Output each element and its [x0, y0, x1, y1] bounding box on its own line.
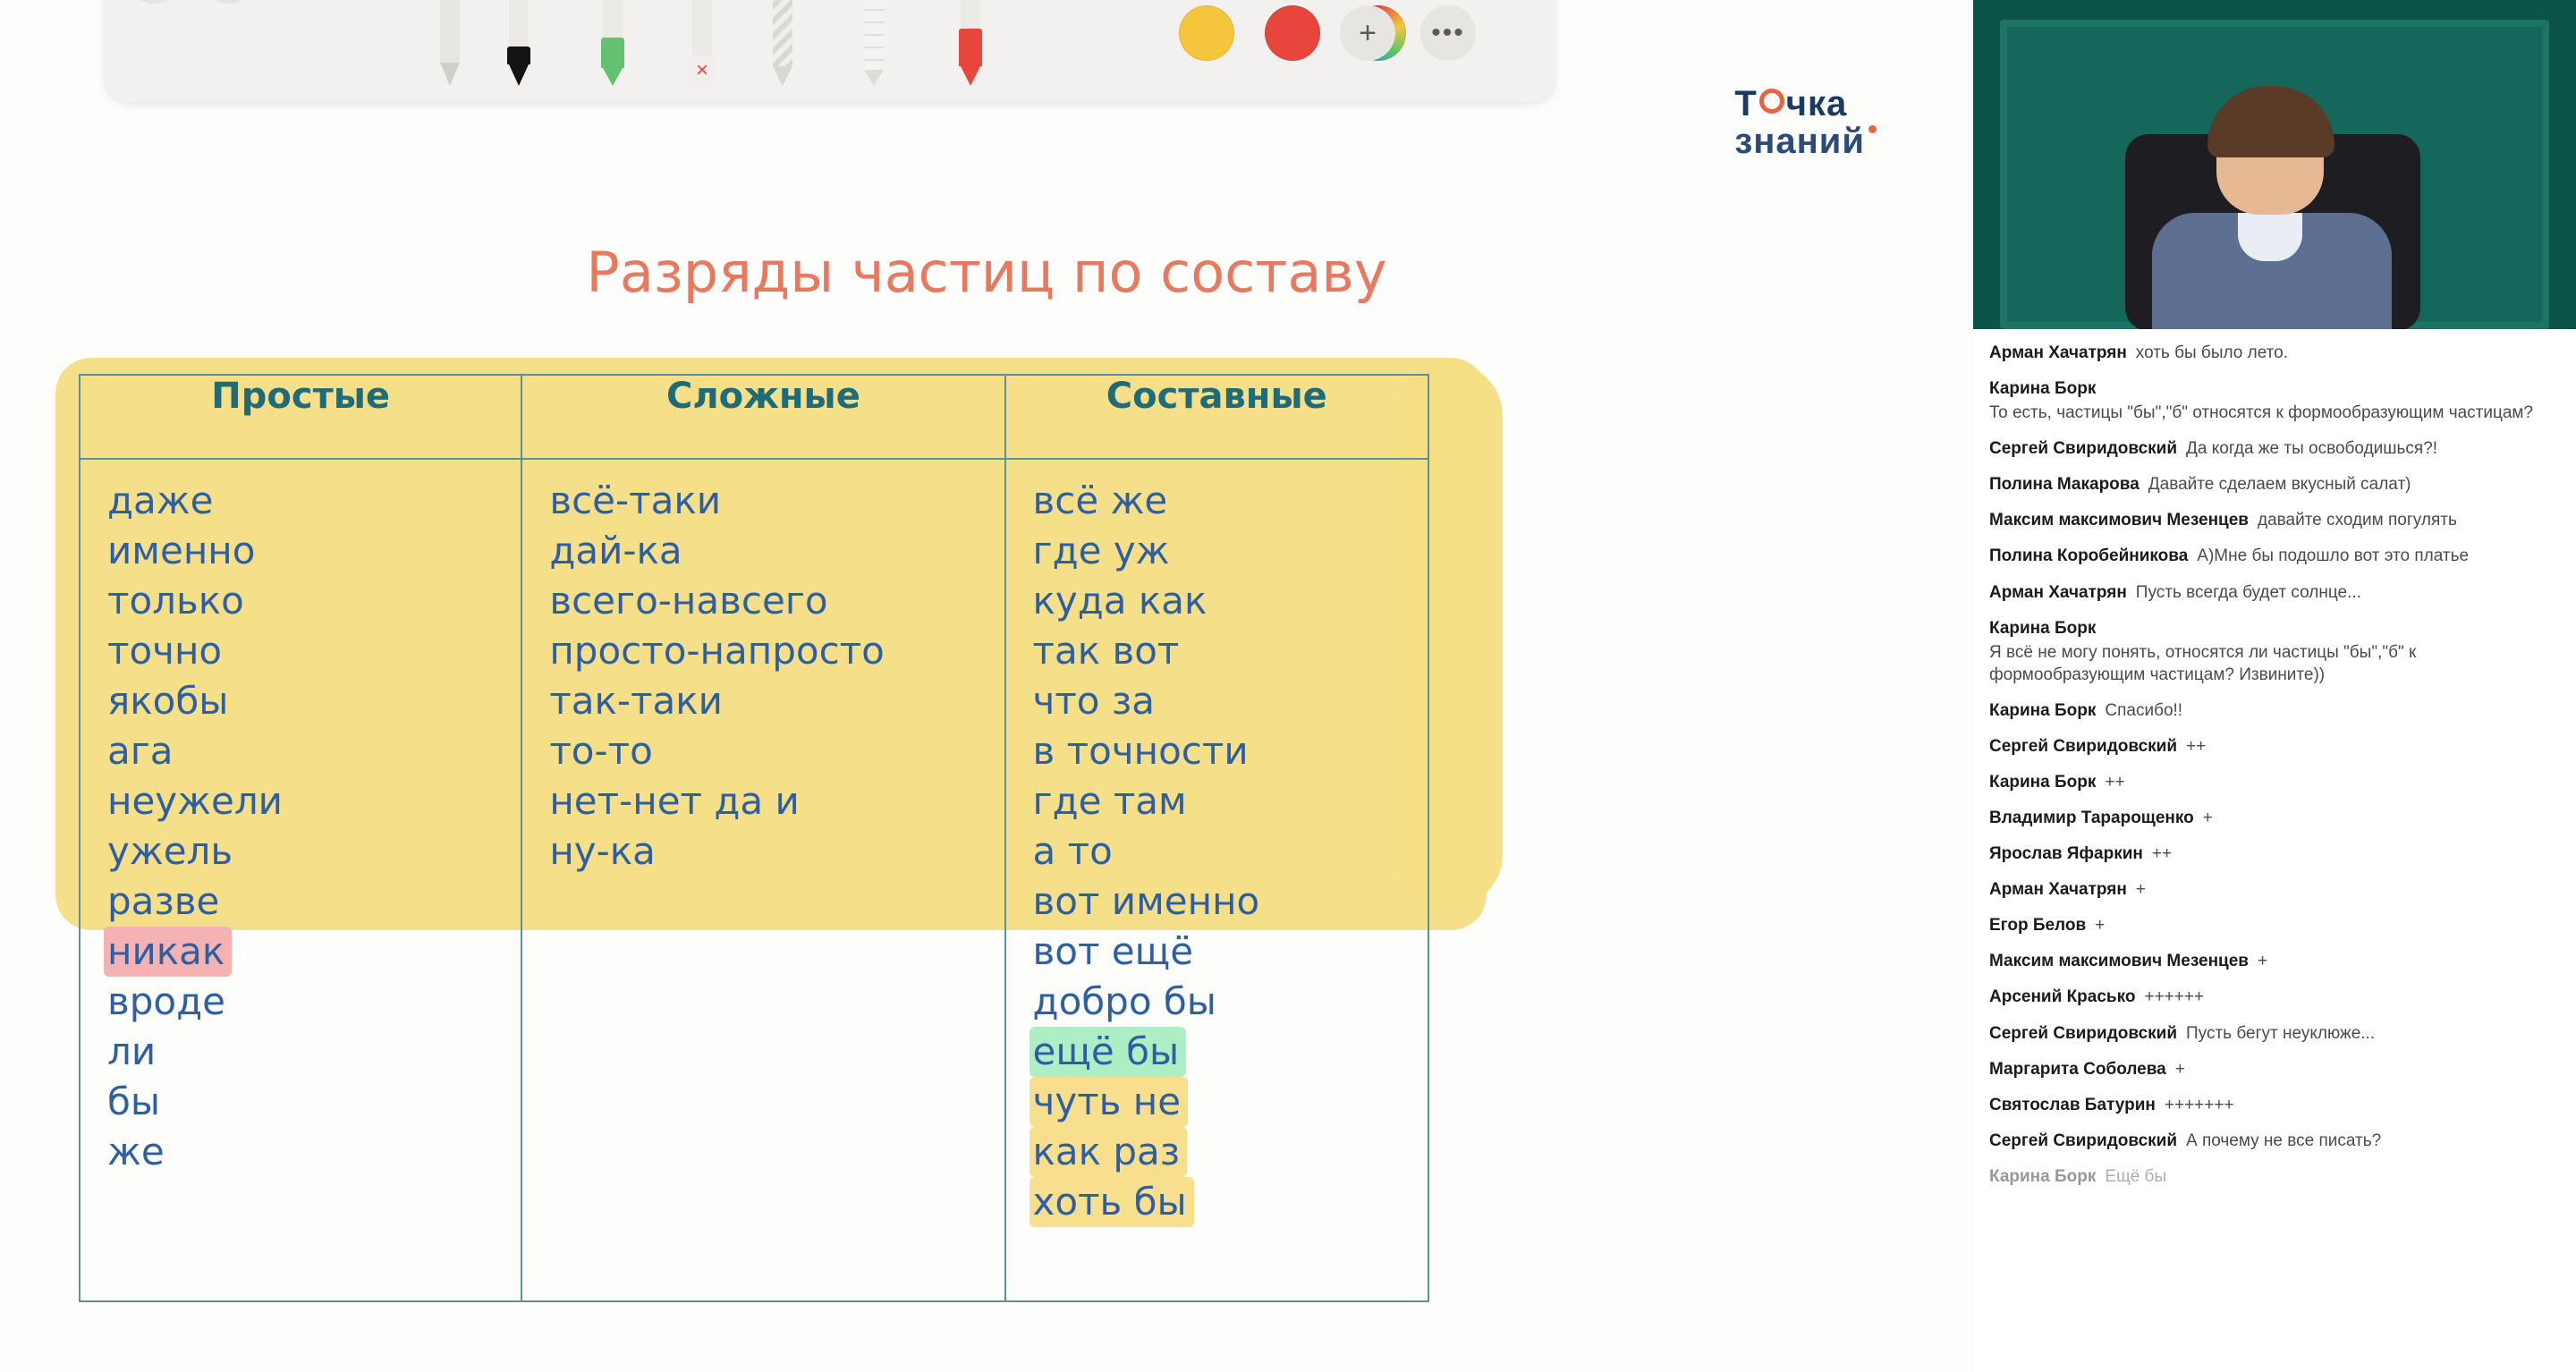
undo-icon[interactable]: [125, 0, 184, 4]
logo-line2: знаний: [1734, 122, 1865, 161]
word-highlighted-green: ещё бы: [1030, 1027, 1187, 1077]
pen-tool-1[interactable]: [435, 0, 465, 86]
chat-message: [1989, 509, 2560, 531]
ruler-tool[interactable]: [859, 0, 889, 86]
chat-message: [1989, 843, 2560, 865]
chat-text: То есть, частицы "бы","б" относятся к формообразующим частицам?: [1989, 403, 2534, 423]
chat-text: хоть бы было лето.: [2135, 343, 2288, 362]
chat-message: [1989, 771, 2560, 793]
column-header-slozhnye: Сложные: [521, 375, 1004, 459]
logo-line1-pre: Т: [1734, 84, 1758, 123]
drawing-toolbar[interactable]: [106, 0, 1555, 102]
chat-author: Максим максимович Мезенцев: [1989, 511, 2249, 530]
redo-icon[interactable]: [199, 0, 258, 4]
chat-message: [1989, 807, 2560, 829]
word: так-таки: [549, 679, 723, 723]
chat-message: [1989, 950, 2560, 972]
word: якобы: [107, 679, 229, 723]
list-item: [1030, 877, 1428, 927]
logo-dot-icon: [1759, 89, 1784, 114]
chat-text: Пусть всегда будет солнце...: [2135, 582, 2361, 602]
list-item: [1030, 826, 1428, 877]
chat-author: Карина Борк: [1989, 618, 2097, 638]
word: добро бы: [1032, 979, 1216, 1023]
list-item: [104, 1127, 521, 1177]
chat-message: [1989, 1094, 2560, 1116]
list-item: [104, 877, 521, 927]
chat-author: Карина Борк: [1989, 379, 2097, 399]
word: ага: [107, 729, 174, 773]
chat-text: ++: [2151, 844, 2173, 864]
chat-text: +: [2135, 880, 2146, 900]
word: ну-ка: [549, 829, 656, 873]
chat-author: Арман Хачатрян: [1989, 582, 2127, 602]
chat-text: ++++++: [2144, 987, 2205, 1007]
chat-author: Максим максимович Мезенцев: [1989, 952, 2249, 971]
lasso-tool[interactable]: [767, 0, 798, 86]
chat-author: Карина Борк: [1989, 773, 2097, 792]
word: просто-напросто: [549, 629, 885, 673]
chat-message: [1989, 437, 2560, 460]
chat-message: [1989, 986, 2560, 1008]
chat-text: Пусть бегут неуклюже...: [2186, 1023, 2376, 1043]
chat-message: [1989, 1130, 2560, 1152]
chat-message: [1989, 377, 2560, 424]
chat-text: А почему не все писать?: [2186, 1131, 2382, 1150]
word: же: [107, 1130, 165, 1173]
chat-message: [1989, 1058, 2560, 1080]
more-options-icon[interactable]: •••: [1420, 5, 1476, 61]
word: куда как: [1032, 579, 1208, 622]
word: всё-таки: [549, 479, 722, 522]
word: в точности: [1032, 729, 1249, 773]
page-title: Разряды частиц по составу: [586, 240, 1387, 305]
word: нет-нет да и: [549, 779, 800, 823]
word: ужель: [107, 829, 233, 873]
table-cell-sostavnye: [1005, 459, 1428, 1301]
chat-message: [1989, 699, 2560, 722]
word: точно: [107, 629, 223, 673]
chat-text: А)Мне бы подошло вот это платье: [2197, 546, 2470, 566]
presenter-collar: [2238, 213, 2302, 261]
list-item: [546, 826, 1004, 877]
list-item: [1030, 927, 1428, 977]
eraser-x-icon: ×: [689, 55, 716, 86]
word-list-sostavnye: [1006, 476, 1428, 1227]
chat-text: Я всё не могу понять, относятся ли частицы "бы","б" к формообразующим частицам? Извините)): [1989, 642, 2417, 684]
chat-message: [1989, 617, 2560, 686]
list-item: [104, 826, 521, 877]
list-item: [1030, 576, 1428, 626]
word: вроде: [107, 979, 225, 1023]
word: бы: [107, 1080, 161, 1123]
list-item: [1030, 726, 1428, 776]
table-cell-prostye: [80, 459, 521, 1301]
chat-author: Полина Коробейникова: [1989, 546, 2189, 566]
particles-table: [79, 374, 1429, 1302]
word: где уж: [1032, 529, 1170, 572]
chat-text: Ещё бы: [2105, 1166, 2167, 1186]
chat-author: Арсений Красько: [1989, 987, 2136, 1007]
chat-message: [1989, 581, 2560, 604]
add-tool-button[interactable]: +: [1340, 5, 1395, 61]
list-item: [1030, 626, 1428, 676]
chat-author: Сергей Свиридовский: [1989, 736, 2178, 756]
chat-author: Сергей Свиридовский: [1989, 1131, 2178, 1150]
list-item: [546, 626, 1004, 676]
chat-author: Маргарита Соболева: [1989, 1059, 2166, 1079]
list-item: [104, 526, 521, 576]
word: что за: [1032, 679, 1155, 723]
word: разве: [107, 879, 220, 923]
word: где там: [1032, 779, 1187, 823]
list-item: [1030, 1077, 1428, 1127]
chat-author: Полина Макарова: [1989, 475, 2140, 495]
logo-accent-icon: [1868, 125, 1877, 133]
chat-text: Да когда же ты освободишься?!: [2186, 439, 2438, 459]
list-item: [1030, 776, 1428, 826]
word: именно: [107, 529, 256, 572]
chat-message: [1989, 1165, 2560, 1188]
word: вот именно: [1032, 879, 1260, 923]
pen-tool-2[interactable]: [504, 0, 534, 86]
word-list-prostye: [80, 476, 521, 1177]
column-header-prostye: Простые: [80, 375, 521, 459]
eraser-tool[interactable]: [687, 0, 717, 86]
word: а то: [1032, 829, 1113, 873]
list-item: [104, 1027, 521, 1077]
chat-message: [1989, 878, 2560, 901]
word: то-то: [549, 729, 653, 773]
chat-author: Арман Хачатрян: [1989, 880, 2127, 900]
chat-author: Карина Борк: [1989, 700, 2097, 720]
list-item: [1030, 526, 1428, 576]
chat-message: [1989, 545, 2560, 567]
table-cell-slozhnye: [521, 459, 1004, 1301]
list-item: [1030, 676, 1428, 726]
chat-text: +++++++: [2164, 1095, 2234, 1114]
list-item: [1030, 1127, 1428, 1177]
list-item: [104, 927, 521, 977]
color-swatch-red[interactable]: [1265, 5, 1320, 61]
chat-text: давайте сходим погулять: [2257, 511, 2457, 530]
list-item: [104, 676, 521, 726]
chat-panel[interactable]: [1973, 329, 2576, 1372]
chat-text: ++: [2186, 736, 2207, 756]
word: даже: [107, 479, 214, 522]
chat-text: +: [2257, 952, 2268, 971]
brand-logo: [1734, 85, 1877, 160]
chat-text: +: [2174, 1059, 2185, 1079]
chat-message: [1989, 1022, 2560, 1045]
chat-message: [1989, 735, 2560, 758]
list-item: [546, 526, 1004, 576]
presenter-video[interactable]: [1973, 0, 2576, 329]
highlighter-tool[interactable]: [597, 0, 628, 86]
list-item: [1030, 1027, 1428, 1077]
chat-author: Владимир Тарарощенко: [1989, 809, 2194, 828]
list-item: [1030, 476, 1428, 526]
word-highlighted-yellow: хоть бы: [1030, 1177, 1194, 1227]
list-item: [104, 476, 521, 526]
chat-author: Ярослав Яфаркин: [1989, 844, 2143, 864]
chat-author: Святослав Батурин: [1989, 1095, 2156, 1114]
list-item: [546, 726, 1004, 776]
word: вот ещё: [1032, 929, 1194, 973]
word: только: [107, 579, 244, 622]
chat-message: [1989, 473, 2560, 495]
chat-author: Сергей Свиридовский: [1989, 439, 2178, 459]
list-item: [104, 776, 521, 826]
word: неужели: [107, 779, 283, 823]
word: так вот: [1032, 629, 1180, 673]
table-body-row: [80, 459, 1428, 1301]
color-swatch-yellow[interactable]: [1179, 5, 1234, 61]
right-sidebar: [1973, 0, 2576, 1372]
list-item: [546, 776, 1004, 826]
word: всего-навсего: [549, 579, 828, 622]
word-list-slozhnye: [522, 476, 1004, 877]
logo-line1-post: чка: [1785, 84, 1848, 123]
chat-message: [1989, 342, 2560, 364]
chat-text: Давайте сделаем вкусный салат): [2148, 475, 2411, 495]
word: дай-ка: [549, 529, 682, 572]
chat-author: Карина Борк: [1989, 1166, 2097, 1186]
list-item: [104, 726, 521, 776]
list-item: [104, 626, 521, 676]
chat-text: ++: [2105, 773, 2125, 792]
list-item: [546, 676, 1004, 726]
word-highlighted-pink: никак: [104, 927, 232, 977]
word-highlighted-yellow: чуть не: [1030, 1077, 1189, 1127]
word: всё же: [1032, 479, 1168, 522]
column-header-sostavnye: Составные: [1005, 375, 1428, 459]
list-item: [104, 576, 521, 626]
table-header-row: [80, 375, 1428, 459]
list-item: [1030, 1177, 1428, 1227]
chat-author: Арман Хачатрян: [1989, 343, 2127, 362]
chat-text: +: [2095, 916, 2106, 936]
list-item: [546, 476, 1004, 526]
pen-tool-3[interactable]: [955, 0, 986, 86]
word-highlighted-yellow: как раз: [1030, 1127, 1188, 1177]
list-item: [104, 1077, 521, 1127]
list-item: [1030, 977, 1428, 1027]
list-item: [546, 576, 1004, 626]
chat-author: Егор Белов: [1989, 916, 2087, 936]
chat-author: Сергей Свиридовский: [1989, 1023, 2178, 1043]
chat-message: [1989, 914, 2560, 936]
chat-text: Спасибо!!: [2105, 700, 2183, 720]
word: ли: [107, 1029, 157, 1073]
chat-text: +: [2202, 809, 2213, 828]
list-item: [104, 977, 521, 1027]
